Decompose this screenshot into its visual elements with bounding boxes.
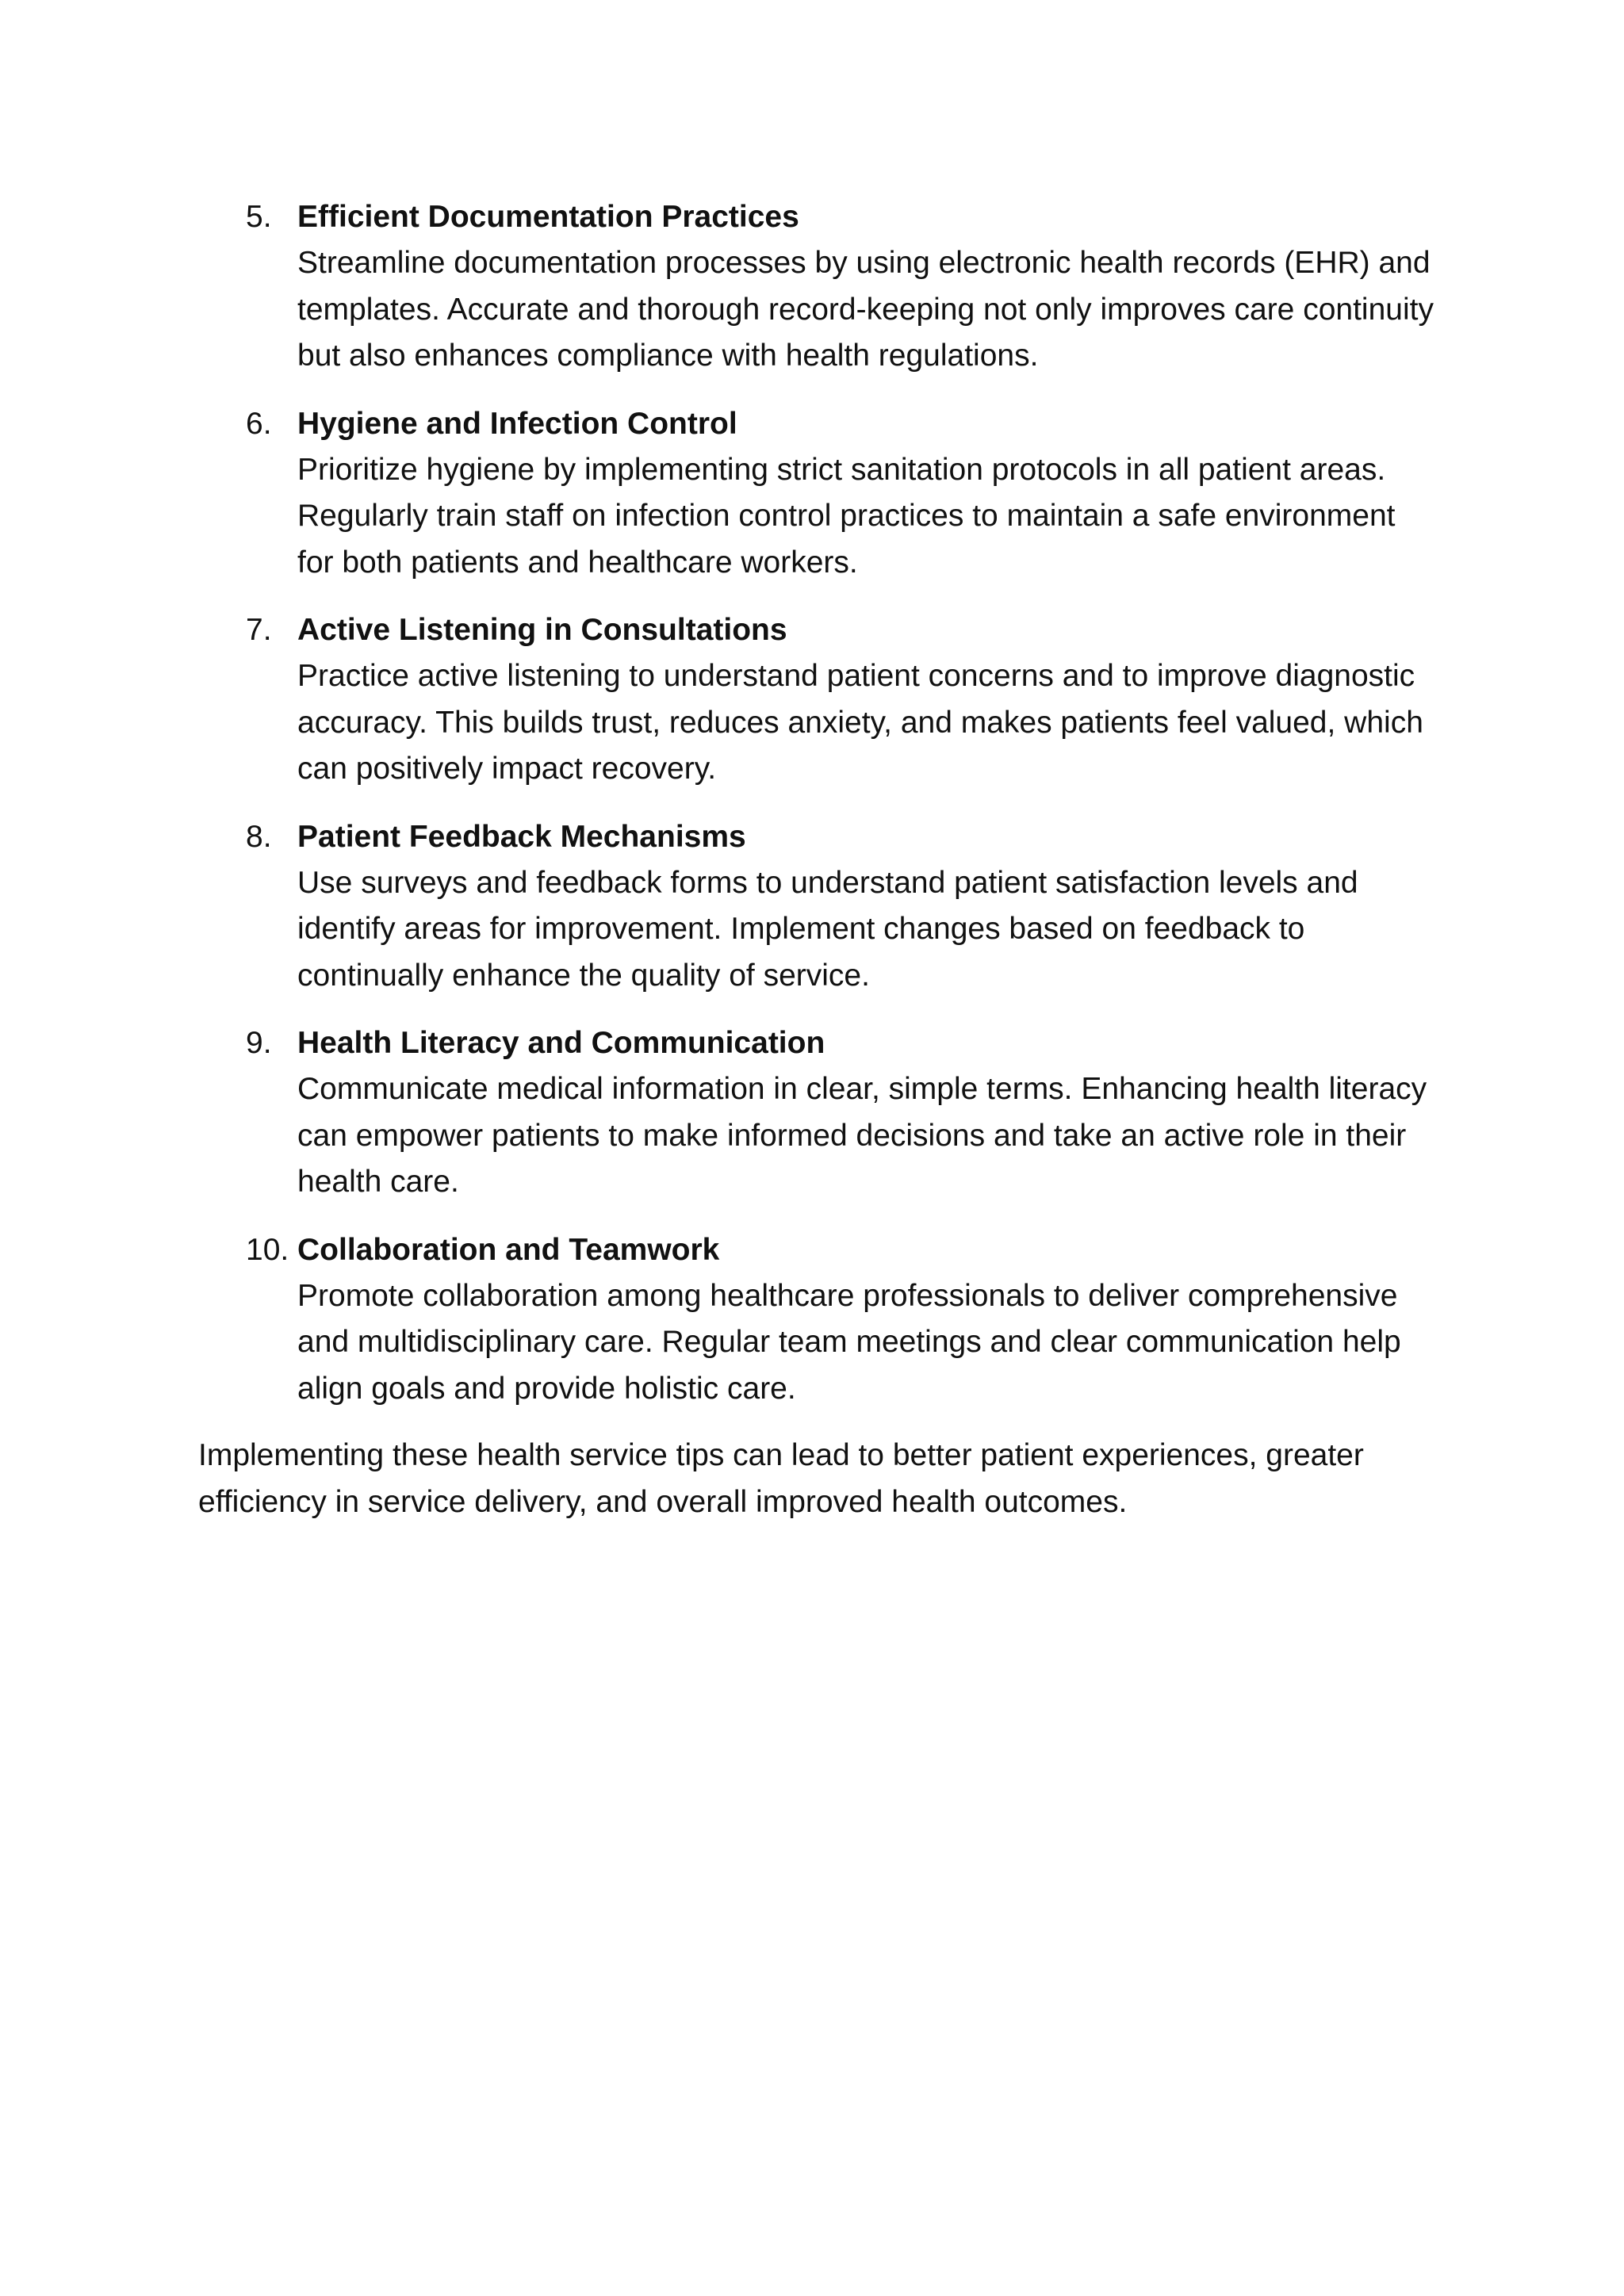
item-number: 5. (246, 200, 272, 234)
item-title: Collaboration and Teamwork (297, 1232, 720, 1267)
item-number: 6. (246, 406, 272, 441)
tips-list (198, 193, 1435, 1412)
item-number: 10. (246, 1232, 289, 1267)
list-item (198, 607, 1435, 793)
item-body: Use surveys and feedback forms to understand patient satisfaction levels and identify areas for improvement. Implement changes based on feedback to continually enhance the quality of service. (297, 865, 1358, 993)
conclusion-paragraph: Implementing these health service tips can lead to better patient experiences, greater efficiency in service delivery, and overall improved health outcomes. (198, 1438, 1364, 1519)
item-title: Efficient Documentation Practices (297, 200, 799, 234)
item-title: Health Literacy and Communication (297, 1026, 825, 1060)
item-number: 9. (246, 1026, 272, 1060)
list-item (198, 1226, 1435, 1413)
item-number: 7. (246, 613, 272, 647)
item-body: Promote collaboration among healthcare professionals to deliver comprehensive and multidisciplinary care. Regular team meetings and clear communication help align goals and provide holistic care. (297, 1278, 1401, 1406)
list-item (198, 813, 1435, 1000)
item-body: Prioritize hygiene by implementing strict sanitation protocols in all patient areas. Regularly train staff on infection control practices to maintain a safe environment for both patients and healthcare workers. (297, 452, 1396, 580)
item-body: Practice active listening to understand patient concerns and to improve diagnostic accuracy. This builds trust, reduces anxiety, and makes patients feel valued, which can positively impact recovery. (297, 659, 1423, 786)
item-title: Patient Feedback Mechanisms (297, 819, 746, 854)
item-title: Active Listening in Consultations (297, 613, 787, 647)
item-body: Communicate medical information in clear, simple terms. Enhancing health literacy can empower patients to make informed decisions and take an active role in their health care. (297, 1072, 1427, 1199)
item-body: Streamline documentation processes by using electronic health records (EHR) and templates. Accurate and thorough record-keeping not only improves care continuity but also enhances compliance with health regulations. (297, 246, 1434, 373)
document-content (198, 193, 1435, 1525)
list-item (198, 1020, 1435, 1206)
item-number: 8. (246, 819, 272, 854)
list-item (198, 400, 1435, 587)
list-item (198, 193, 1435, 380)
item-title: Hygiene and Infection Control (297, 406, 737, 441)
